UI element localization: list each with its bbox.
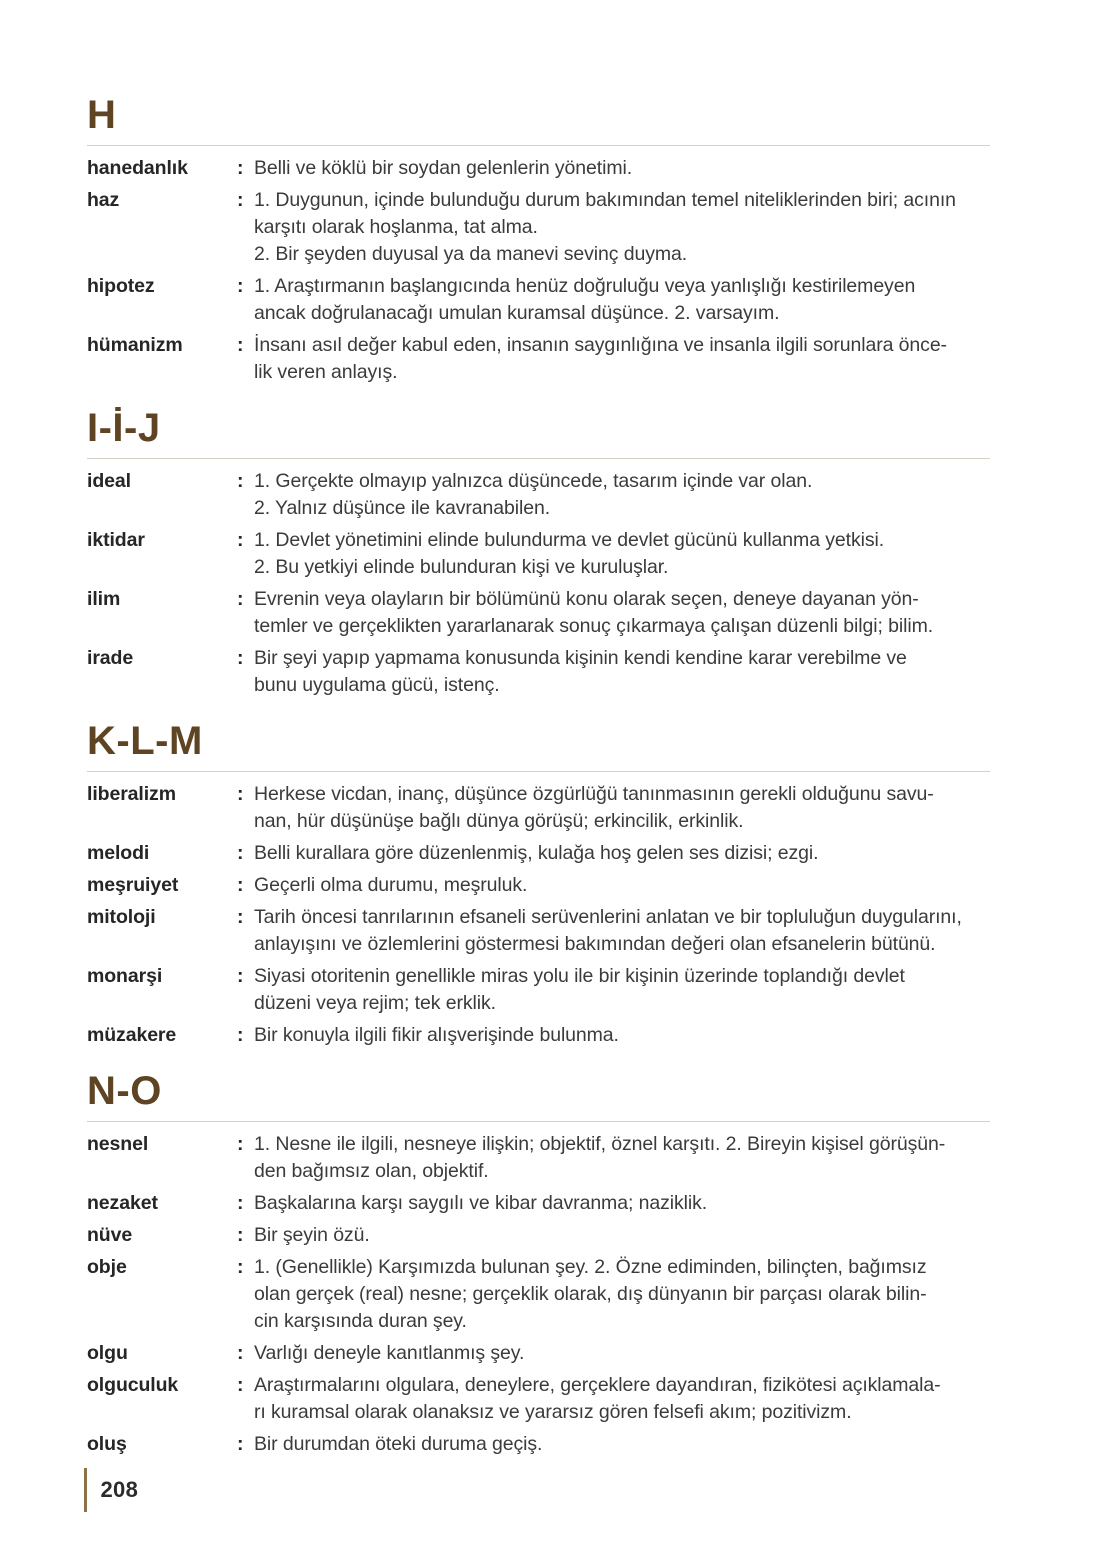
entry-definition [237,645,990,699]
entry-definition [237,781,990,835]
dictionary-entry [87,645,990,699]
entry-definition [237,872,990,899]
definition-colon: : [237,189,244,211]
entry-term: nüve [87,1224,133,1246]
entry-definition [237,586,990,640]
entry-term: nesnel [87,1133,149,1155]
entry-definition [237,1131,990,1185]
dictionary-entry [87,840,990,867]
definition-line: Evrenin veya olayların bir bölümünü konu olarak seçen, deneye dayanan yön- [254,588,919,610]
entry-term: ilim [87,588,121,610]
definition-colon: : [237,1374,244,1396]
definition-colon: : [237,157,244,179]
entry-term: nezaket [87,1192,158,1214]
section-heading: I-İ-J [87,406,161,450]
entry-definition [237,332,990,386]
dictionary-entry [87,904,990,958]
definition-line: 2. Bir şeyden duyusal ya da manevi sevinç duyma. [254,243,688,265]
definition-colon: : [237,1133,244,1155]
definition-colon: : [237,1024,244,1046]
definition-colon: : [237,842,244,864]
definition-line: Bir konuyla ilgili fikir alışverişinde bulunma. [254,1024,619,1046]
letter-section [87,95,990,386]
definition-line: rı kuramsal olarak olanaksız ve yararsız gören felsefi akım; pozitivizm. [254,1401,852,1423]
entry-term: hanedanlık [87,157,188,179]
entry-term: mitoloji [87,906,156,928]
footer-accent-bar [84,1468,87,1512]
entry-definition [237,273,990,327]
entry-term: olguculuk [87,1374,179,1396]
definition-line: Geçerli olma durumu, meşruluk. [254,874,528,896]
entry-definition [237,468,990,522]
entry-term: liberalizm [87,783,176,805]
definition-line: Bir şeyi yapıp yapmama konusunda kişinin kendi kendine karar verebilme ve [254,647,907,669]
dictionary-entry [87,468,990,522]
entry-term: müzakere [87,1024,177,1046]
dictionary-entry [87,1190,990,1217]
dictionary-entry [87,273,990,327]
definition-line: temler ve gerçeklikten yararlanarak sonuç çıkarmaya çalışan düzenli bilgi; bilim. [254,615,934,637]
entry-term: hümanizm [87,334,183,356]
entry-term: obje [87,1256,127,1278]
entry-term: irade [87,647,134,669]
definition-line: cin karşısında duran şey. [254,1310,467,1332]
definition-line: düzeni veya rejim; tek erklik. [254,992,496,1014]
dictionary-entry [87,1022,990,1049]
definition-colon: : [237,783,244,805]
entry-term: monarşi [87,965,163,987]
definition-line: olan gerçek (real) nesne; gerçeklik olarak, dış dünyanın bir parçası olarak bilin- [254,1283,927,1305]
dictionary-entry [87,1431,990,1458]
definition-line: Başkalarına karşı saygılı ve kibar davranma; naziklik. [254,1192,708,1214]
entry-term: meşruiyet [87,874,179,896]
definition-line: bunu uygulama gücü, istenç. [254,674,500,696]
entry-definition [237,904,990,958]
definition-line: Belli ve köklü bir soydan gelenlerin yönetimi. [254,157,633,179]
definition-line: nan, hür düşünüşe bağlı dünya görüşü; erkincilik, erkinlik. [254,810,744,832]
definition-line: 1. Duygunun, içinde bulunduğu durum bakımından temel niteliklerinden biri; acının [254,189,956,211]
dictionary-entry [87,872,990,899]
dictionary-entry [87,1372,990,1426]
definition-line: 2. Yalnız düşünce ile kavranabilen. [254,497,551,519]
definition-line: Bir şeyin özü. [254,1224,370,1246]
section-heading: H [87,93,117,137]
definition-colon: : [237,1433,244,1455]
definition-line: Araştırmalarını olgulara, deneylere, gerçeklere dayandıran, fizikötesi açıklamala- [254,1374,941,1396]
page-footer [84,1468,138,1512]
definition-colon: : [237,1192,244,1214]
entry-term: haz [87,189,120,211]
definition-line: Herkese vicdan, inanç, düşünce özgürlüğü tanınmasının gerekli olduğunu savu- [254,783,934,805]
entry-definition [237,187,990,268]
definition-line: 2. Bu yetkiyi elinde bulunduran kişi ve kuruluşlar. [254,556,669,578]
definition-line: 1. Nesne ile ilgili, nesneye ilişkin; objektif, öznel karşıtı. 2. Bireyin kişisel görüşün- [254,1133,946,1155]
definition-line: İnsanı asıl değer kabul eden, insanın saygınlığına ve insanla ilgili sorunlara önce- [254,334,947,356]
entry-term: iktidar [87,529,145,551]
entry-definition [237,1372,990,1426]
dictionary-entry [87,1222,990,1249]
entry-term: oluş [87,1433,127,1455]
dictionary-entry [87,332,990,386]
definition-colon: : [237,470,244,492]
section-heading: N-O [87,1069,162,1113]
dictionary-entry [87,1340,990,1367]
definition-line: 1. Araştırmanın başlangıcında henüz doğruluğu veya yanlışlığı kestirilemeyen [254,275,916,297]
definition-line: den bağımsız olan, objektif. [254,1160,489,1182]
definition-line: Siyasi otoritenin genellikle miras yolu ile bir kişinin üzerinde toplandığı devlet [254,965,905,987]
section-divider [87,771,990,772]
definition-colon: : [237,965,244,987]
entry-term: hipotez [87,275,155,297]
definition-line: 1. (Genellikle) Karşımızda bulunan şey. 2. Özne ediminden, bilinçten, bağımsız [254,1256,927,1278]
definition-line: anlayışını ve özlemlerini göstermesi bakımından değeri olan efsanelerin bütünü. [254,933,936,955]
dictionary-entry [87,963,990,1017]
entry-term: melodi [87,842,150,864]
definition-line: 1. Devlet yönetimini elinde bulundurma ve devlet gücünü kullanma yetkisi. [254,529,885,551]
definition-colon: : [237,1342,244,1364]
definition-colon: : [237,529,244,551]
section-heading: K-L-M [87,719,203,763]
definition-colon: : [237,874,244,896]
definition-line: karşıtı olarak hoşlanma, tat alma. [254,216,538,238]
entry-definition [237,1190,990,1217]
definition-colon: : [237,647,244,669]
section-divider [87,458,990,459]
dictionary-entry [87,187,990,268]
definition-line: Belli kurallara göre düzenlenmiş, kulağa hoş gelen ses dizisi; ezgi. [254,842,819,864]
definition-line: Varlığı deneyle kanıtlanmış şey. [254,1342,525,1364]
entry-definition [237,1254,990,1335]
entry-definition [237,1340,990,1367]
definition-colon: : [237,1224,244,1246]
dictionary-entry [87,527,990,581]
definition-line: Tarih öncesi tanrılarının efsaneli serüvenlerini anlatan ve bir topluluğun duygularını, [254,906,962,928]
dictionary-entry [87,155,990,182]
letter-section [87,1071,990,1458]
entry-definition [237,840,990,867]
section-divider [87,145,990,146]
definition-colon: : [237,1256,244,1278]
dictionary-entry [87,1254,990,1335]
entry-definition [237,155,990,182]
definition-line: Bir durumdan öteki duruma geçiş. [254,1433,543,1455]
letter-section [87,408,990,699]
entry-definition [237,1431,990,1458]
section-divider [87,1121,990,1122]
page-number: 208 [100,1477,139,1502]
definition-colon: : [237,334,244,356]
entry-definition [237,1222,990,1249]
definition-colon: : [237,588,244,610]
entry-term: ideal [87,470,131,492]
definition-line: lik veren anlayış. [254,361,398,383]
dictionary-entry [87,1131,990,1185]
definition-line: 1. Gerçekte olmayıp yalnızca düşüncede, tasarım içinde var olan. [254,470,813,492]
definition-colon: : [237,275,244,297]
entry-definition [237,963,990,1017]
entry-definition [237,527,990,581]
definition-colon: : [237,906,244,928]
entry-term: olgu [87,1342,128,1364]
definition-line: ancak doğrulanacağı umulan kuramsal düşünce. 2. varsayım. [254,302,780,324]
dictionary-entry [87,781,990,835]
dictionary-entry [87,586,990,640]
letter-section [87,721,990,1049]
entry-definition [237,1022,990,1049]
